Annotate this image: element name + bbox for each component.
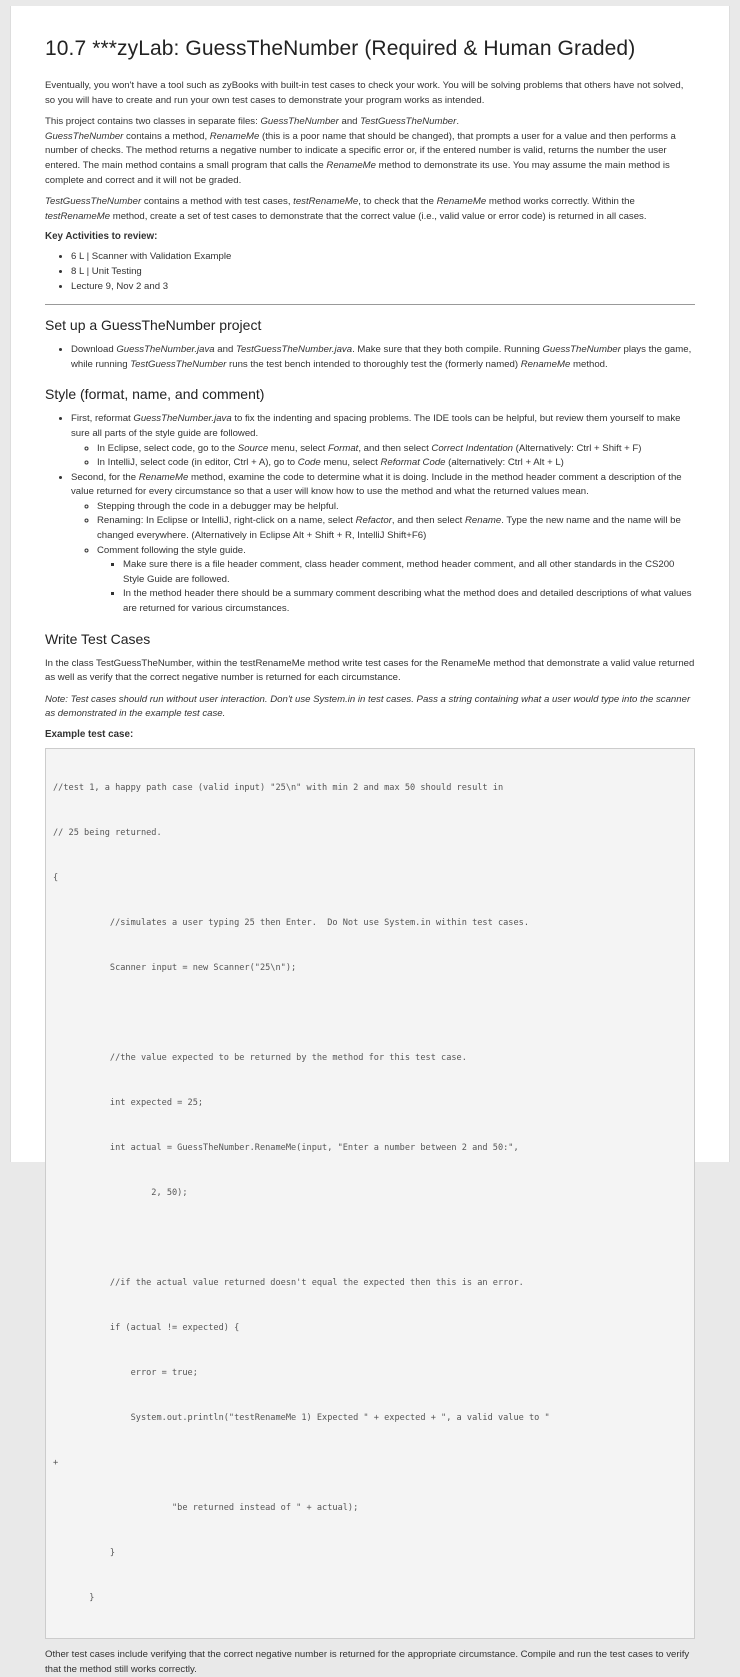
section-divider: [45, 304, 695, 305]
classes-paragraph: This project contains two classes in separate files: GuessTheNumber and TestGuessTheNumber. GuessTheNumber contains a method, RenameMe (this is a poor name that should be changed), that prompts a user for a value and then performs a number of checks. The method returns a negative number to indicate a specific error or, if the entered number is valid, returns the number the user entered. The main method contains a small program that calls the RenameMe method to demonstrate its use. You may assume the main method is complete and correct and it will not be graded.: [45, 116, 676, 186]
code-line: if (actual != expected) {: [53, 1323, 240, 1333]
style-heading: Style (format, name, and comment): [45, 386, 265, 403]
code-line: //the value expected to be returned by the method for this test case.: [53, 1053, 467, 1063]
tests-paragraph: In the class TestGuessTheNumber, within the testRenameMe method write test cases for the RenameMe method that demonstrate a valid value returned as well as verify that the correct negative number is returned for each circumstance.: [45, 657, 695, 684]
code-line: int expected = 25;: [53, 1098, 204, 1108]
tests-heading: Write Test Cases: [45, 630, 151, 647]
style-item-second: • Second, for the RenameMe method, examine the code to determine what it is doing. Include in the method header comment a description of the value returned for every circumstance so that a user will know how to use the method and what the returned values mean. ◦ Stepping through the code in a debugger may be helpful. ◦ Renaming: In Eclipse or IntelliJ, right-click on a name, select Refactor, and then select Rename. Type the new name and the name will be changed everywhere. (Alternatively in Eclipse Alt + Shift + R, IntelliJ Shift+F6) ◦ Comment following the style guide. ▪ Make sure there is a file header comment, class header comment, method header comment, and all other standards in the CS200 Style Guide are followed. ▪ In the method header there should be a summary comment describing what the method does and detailed descriptions of what values are returned for various circumstances.: [71, 471, 695, 617]
style-intellij-item: ◦ In IntelliJ, select code (in editor, Ctrl + A), go to Code menu, select Reformat Code (alternatively: Ctrl + Alt + L): [97, 456, 695, 471]
code-line: }: [53, 1548, 116, 1558]
setup-item: • Download GuessTheNumber.java and TestGuessTheNumber.java. Make sure that they both compile. Running GuessTheNumber plays the game, while running TestGuessTheNumber runs the test bench intended to thoroughly test the (formerly named) RenameMe method.: [71, 343, 695, 372]
style-renaming-item: ◦ Renaming: In Eclipse or IntelliJ, right-click on a name, select Refactor, and then select Rename. Type the new name and the name will be changed everywhere. (Alternatively in Eclipse Alt + Shift + R, IntelliJ Shift+F6): [97, 514, 695, 543]
code-line: }: [53, 1593, 95, 1603]
code-line: //simulates a user typing 25 then Enter. Do Not use System.in within test cases.: [53, 918, 529, 928]
closing-paragraph: Other test cases include verifying that the correct negative number is returned for the appropriate circumstance. Compile and run the test cases to verify that the method still works correctly.: [45, 1649, 690, 1675]
code-line: +: [53, 1458, 59, 1468]
tests-note: Note: Test cases should run without user interaction. Don't use System.in in test cases. Pass a string containing what a user would type into the scanner as demonstrated in the example test case.: [45, 693, 691, 720]
key-activities-list: [45, 250, 695, 294]
lab-page: [10, 6, 730, 1675]
code-line: 2, 50);: [53, 1188, 188, 1198]
style-list: [45, 412, 695, 616]
style-eclipse-item: ◦ In Eclipse, select code, go to the Source menu, select Format, and then select Correct Indentation (Alternatively: Ctrl + Shift + F): [97, 442, 695, 457]
code-line: Scanner input = new Scanner("25\n");: [53, 963, 297, 973]
code-line: System.out.println("testRenameMe 1) Expected " + expected + ", a valid value to ": [53, 1413, 550, 1423]
style-comment-sub-item: ▪ In the method header there should be a summary comment describing what the method does and detailed descriptions of what values are returned for various circumstances.: [123, 587, 695, 616]
example-heading: Example test case:: [45, 729, 134, 740]
key-activity-item: • 8 L | Unit Testing: [71, 265, 695, 280]
code-line: "be returned instead of " + actual);: [53, 1503, 359, 1513]
example-code-block: [45, 748, 695, 1639]
test-class-paragraph: TestGuessTheNumber contains a method with test cases, testRenameMe, to check that the RenameMe method works correctly. Within the testRenameMe method, create a set of test cases to demonstrate that the correct value (i.e., valid value or error code) is returned in all cases.: [45, 196, 647, 222]
style-stepping-item: ◦ Stepping through the code in a debugger may be helpful.: [97, 500, 695, 515]
code-line: // 25 being returned.: [53, 828, 162, 838]
key-activities-heading: Key Activities to review:: [45, 231, 158, 243]
code-line: {: [53, 873, 59, 883]
intro-paragraph: Eventually, you won't have a tool such as zyBooks with built-in test cases to check your work. You will be solving problems that others have not solved, so you will have to create and run your own test cases to demonstrate your program works as intended.: [45, 80, 684, 106]
key-activity-item: • Lecture 9, Nov 2 and 3: [71, 280, 695, 295]
code-line: int actual = GuessTheNumber.RenameMe(input, "Enter a number between 2 and 50:",: [53, 1143, 519, 1153]
setup-list: [45, 343, 695, 372]
style-comment-item: ◦ Comment following the style guide. ▪ Make sure there is a file header comment, class header comment, method header comment, and all other standards in the CS200 Style Guide are followed. ▪ In the method header there should be a summary comment describing what the method does and detailed descriptions of what values are returned for various circumstances.: [97, 544, 695, 617]
code-line: [53, 1231, 687, 1246]
page-title: 10.7 ***zyLab: GuessTheNumber (Required & Human Graded): [45, 37, 636, 60]
style-item-first: • First, reformat GuessTheNumber.java to fix the indenting and spacing problems. The IDE tools can be helpful, but review them yourself to make sure all parts of the style guide are followed. ◦ In Eclipse, select code, go to the Source menu, select Format, and then select Correct Indentation (Alternatively: Ctrl + Shift + F) ◦ In IntelliJ, select code (in editor, Ctrl + A), go to Code menu, select Reformat Code (alternatively: Ctrl + Alt + L): [71, 412, 695, 470]
style-comment-sub-item: ▪ Make sure there is a file header comment, class header comment, method header comment, and all other standards in the CS200 Style Guide are followed.: [123, 558, 695, 587]
code-line: //if the actual value returned doesn't equal the expected then this is an error.: [53, 1278, 524, 1288]
code-line: error = true;: [53, 1368, 198, 1378]
code-line: [53, 1006, 687, 1021]
code-line: //test 1, a happy path case (valid input) "25\n" with min 2 and max 50 should result in: [53, 783, 504, 793]
key-activity-item: • 6 L | Scanner with Validation Example: [71, 250, 695, 265]
setup-heading: Set up a GuessTheNumber project: [45, 317, 262, 334]
